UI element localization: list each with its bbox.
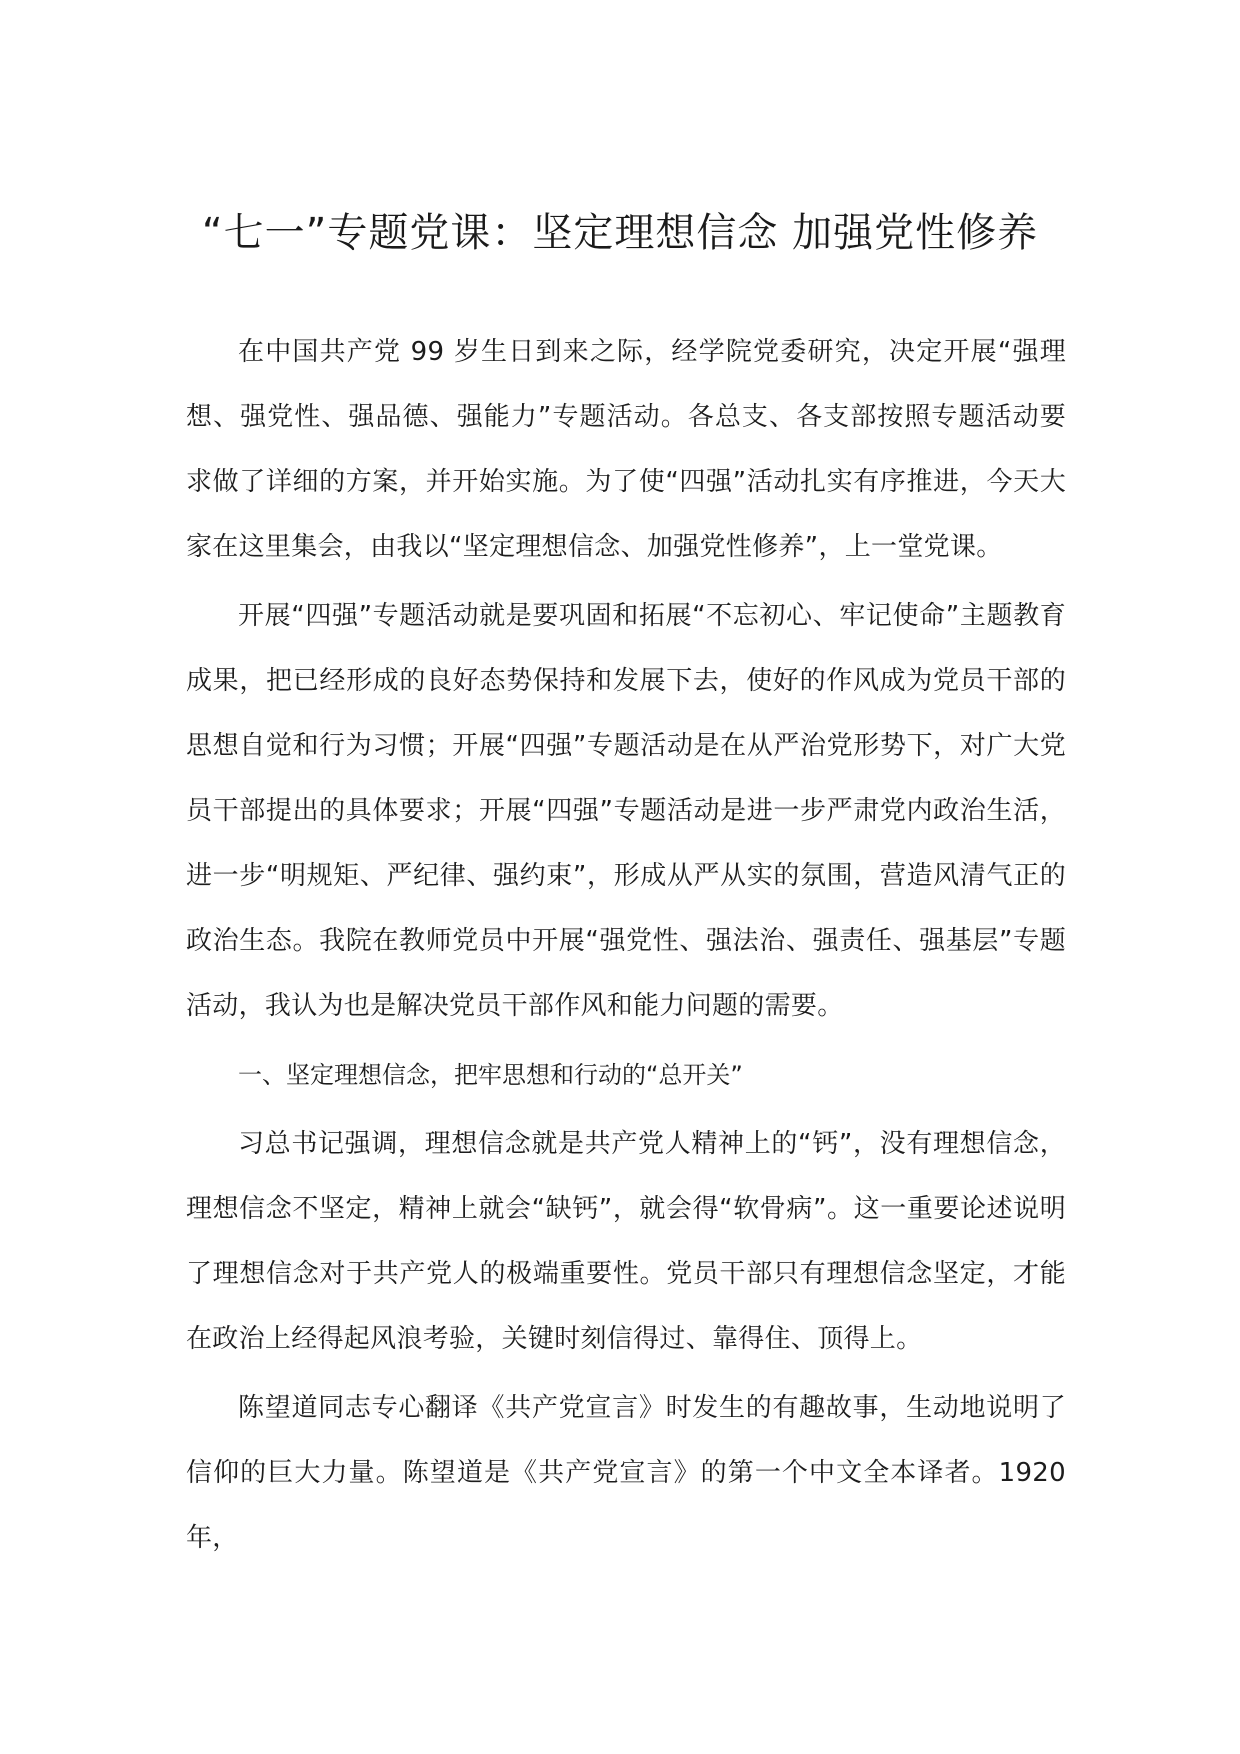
document-title: “七一”专题党课：坚定理想信念 加强党性修养 (201, 210, 1039, 256)
paragraph-intro: 在中国共产党 99 岁生日到来之际，经学院党委研究，决定开展“强理想、强党性、强品德、强能力”专题活动。各总支、各支部按照专题活动要求做了详细的方案，并开始实施。为了使“四强”活动扎实有序推进，今天大家在这里集会，由我以“坚定理想信念、加强党性修养”，上一堂党课。 (186, 337, 1066, 562)
paragraph-ideals: 习总书记强调，理想信念就是共产党人精神上的“钙”，没有理想信念，理想信念不坚定，精神上就会“缺钙”，就会得“软骨病”。这一重要论述说明了理想信念对于共产党人的极端重要性。党员干部只有理想信念坚定，才能在政治上经得起风浪考验，关键时刻信得过、靠得住、顶得上。 (186, 1129, 1066, 1354)
paragraph-four-strong: 开展“四强”专题活动就是要巩固和拓展“不忘初心、牢记使命”主题教育成果，把已经形成的良好态势保持和发展下去，使好的作风成为党员干部的思想自觉和行为习惯；开展“四强”专题活动是在从严治党形势下，对广大党员干部提出的具体要求；开展“四强”专题活动是进一步严肃党内政治生活，进一步“明规矩、严纪律、强约束”，形成从严从实的氛围，营造风清气正的政治生态。我院在教师党员中开展“强党性、强法治、强责任、强基层”专题活动，我认为也是解决党员干部作风和能力问题的需要。 (186, 601, 1066, 1021)
section-heading: 一、坚定理想信念，把牢思想和行动的“总开关” (238, 1061, 743, 1089)
document-body (186, 320, 1066, 1575)
paragraph-chen-wangdao: 陈望道同志专心翻译《共产党宣言》时发生的有趣故事，生动地说明了信仰的巨大力量。陈望道是《共产党宣言》的第一个中文全本译者。1920 年， (186, 1393, 1066, 1553)
